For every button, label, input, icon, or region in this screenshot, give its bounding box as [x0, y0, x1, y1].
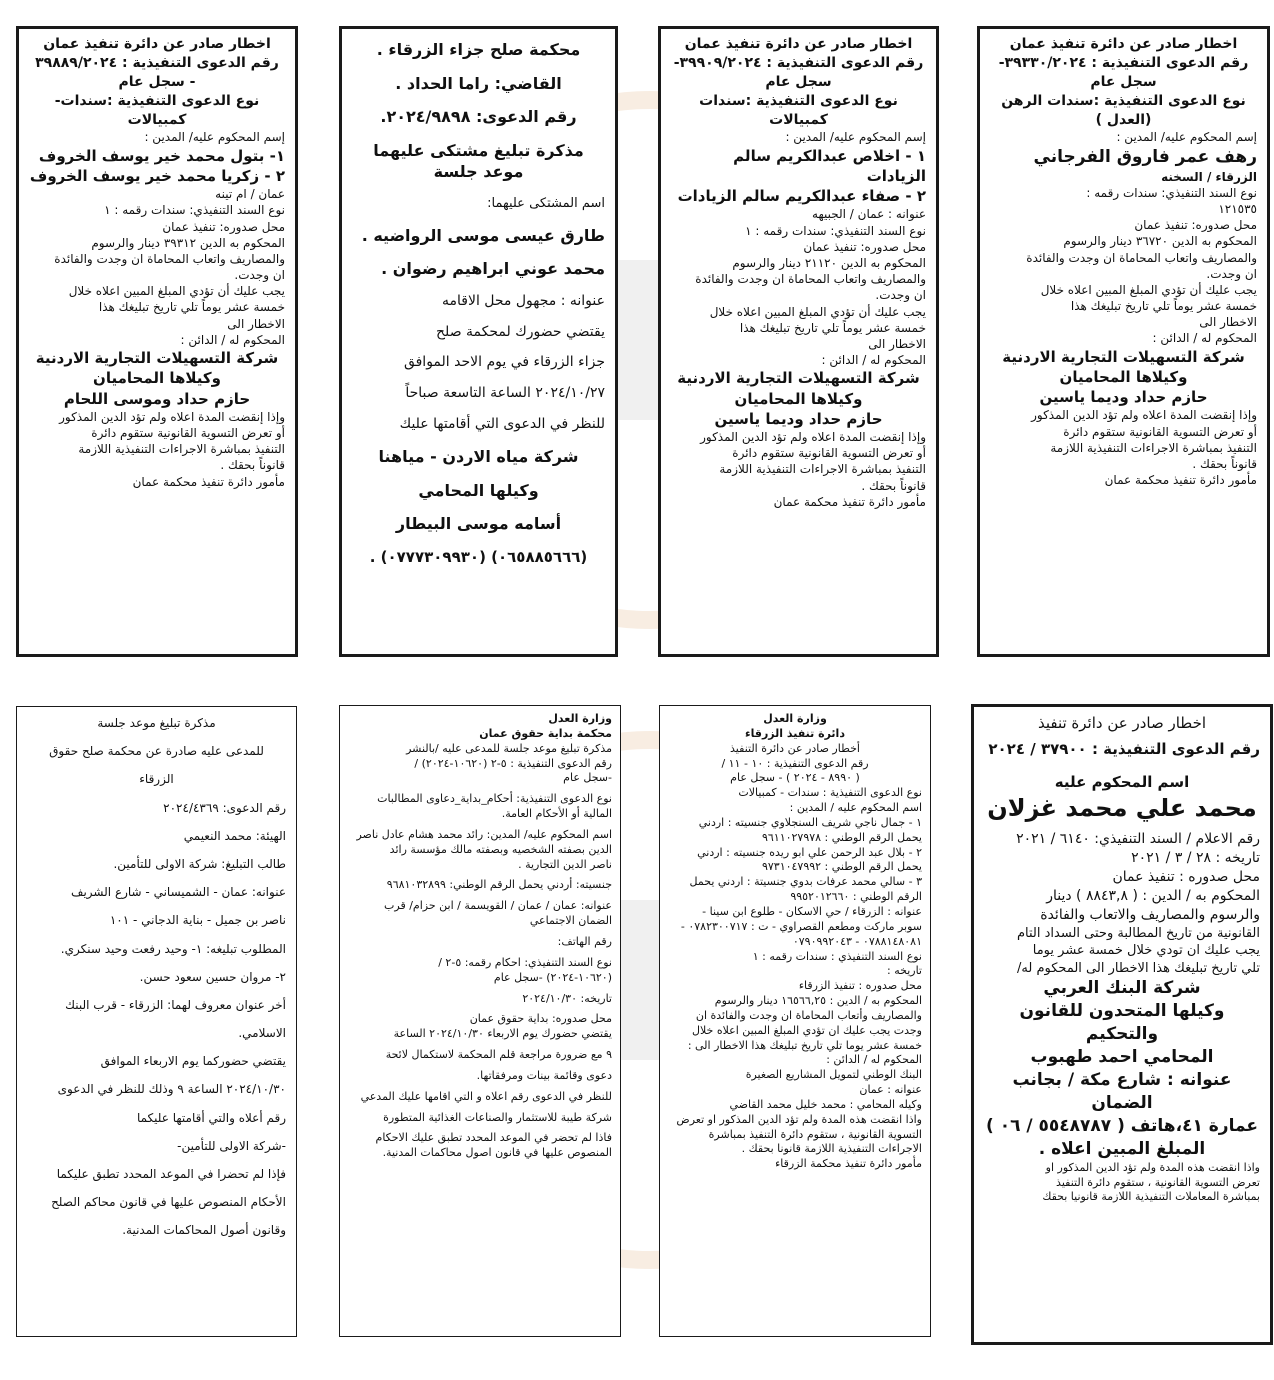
creditor-label: المحكوم له / الدائن :: [180, 332, 285, 347]
closing-text: وإذا إنقضت المدة اعلاه ولم تؤد الدين المذكور: [1031, 408, 1257, 423]
case-type: نوع الدعوى التنفيذية :سندات كمبيالات: [699, 92, 898, 128]
address: عنوانه : الزرقاء / حي الاسكان - طلوع ابن سينا -: [702, 904, 922, 918]
debt-amount: المحكوم به الدين ٢١١٢٠ دينار والرسوم: [732, 255, 926, 270]
notice-amman-39889: [16, 26, 298, 657]
closing-text: بمباشرة المعاملات التنفيذية اللازمة قانونيا بحقك: [1042, 1190, 1260, 1204]
closing-text: التنفيذ بمباشرة الاجراءات التنفيذية اللازمة: [719, 462, 926, 477]
case-number: رقم الدعوى التنفيذية : ٥-٢ (١٠٦٢٠-٢٠٢٤) /: [414, 756, 612, 770]
closing-text: التنفيذ بمباشرة الاجراءات التنفيذية اللازمة: [78, 442, 285, 457]
lawyer-name: وكيله المحامي : محمد خليل محمد القاضي: [729, 1097, 922, 1111]
creditor-name: البنك الوطني لتمويل المشاريع الصغيرة: [745, 1068, 922, 1082]
last-address-cont: الاسلامي.: [238, 1026, 286, 1041]
closing-text: واذا انقضت هذه المدة ولم تؤد الدين المذكور او: [1045, 1160, 1260, 1174]
creditor-name: شركة التسهيلات التجارية الاردنية: [35, 349, 279, 368]
debtor-name: محمد علي محمد غزلان: [987, 793, 1257, 822]
notice-amman-37900: [971, 704, 1273, 1345]
debtor-entry: الرقم الوطني : ٩٩٥٢٠١٢٦٦٠: [790, 890, 922, 904]
case-type: نوع الدعوى التنفيذية: أحكام_بداية_دعاوى المطالبات: [377, 792, 612, 806]
body-text: والمصاريف واتعاب المحاماة ان وجدت والفائدة: [1026, 250, 1257, 265]
issue-place: محل صدوره: تنفيذ عمان: [803, 239, 926, 254]
debtor-name: رهف عمر فاروق الفرجاني: [1033, 146, 1257, 167]
body-text: الاخطار الى: [1199, 315, 1257, 330]
debtor-address: عمان / ام تينه: [215, 187, 285, 202]
register-type: - سجل عام: [118, 73, 196, 90]
bond-number: (١٠٦٢٠-٢٠٢٤) -سجل عام: [493, 970, 612, 984]
body-text: للنظر في الدعوى التي أقامتها عليك: [399, 416, 605, 433]
notice-zarqa-criminal-court: [339, 26, 618, 657]
debt-amount: المحكوم به الدين ٣٩٣١٢ دينار والرسوم: [91, 235, 285, 250]
case-type-cont: المالية أو الأحكام العامة.: [501, 807, 612, 821]
debtor-label: إسم المحكوم عليه/ المدين :: [785, 130, 926, 145]
debtor-label: اسم المحكوم عليه / المدين :: [789, 801, 922, 815]
case-number: رقم الدعوى التنفيذية : ١٠ - ١١ /: [721, 756, 869, 770]
body-text: يجب عليك أن تؤدي المبلغ المبين اعلاه خلال: [68, 284, 285, 299]
bond-type: نوع السند التنفيذي: احكام رقمه: ٥-٢ /: [438, 955, 612, 969]
body-text: للنظر في الدعوى رقم اعلاه و التي اقامها عليك المدعي: [360, 1089, 612, 1103]
closing-text: وإذا إنقضت المدة اعلاه ولم تؤد الدين المذكور: [700, 430, 926, 445]
lawyers-names: حازم حداد وموسى اللحام: [63, 389, 251, 408]
closing-text: فإذا لم تحضرا في الموعد المحدد تطبق عليكما: [56, 1167, 286, 1181]
body-text: الاخطار الى: [868, 336, 926, 351]
closing-text: المنصوص عليها في قانون اصول محاكمات المدنية.: [382, 1146, 612, 1160]
closing-text: وقانون أصول المحاكمات المدنية.: [122, 1223, 286, 1238]
nationality: جنسيته: أردني يحمل الرقم الوطني: ٩٦٨١٠٣٢٨٩٩: [386, 878, 612, 892]
debtor-entry: ٢ - بلال عبد الرحمن علي ابو ريده جنسيته : اردني: [697, 845, 922, 859]
debtor-address: عنوانه : عمان / الجبيهه: [812, 207, 926, 222]
lawyer-name: المحامي احمد طهبوب: [1030, 1047, 1214, 1068]
body-text: والمصاريف وأتعاب المحاماة ان وجدت والفائدة ان: [695, 1008, 922, 1022]
panel-name: الهيئة: محمد النعيمي: [183, 828, 286, 843]
case-number: رقم الدعوى التنفيذية : ٣٩٣٣٠/٢٠٢٤-: [998, 54, 1249, 71]
lawyer-phone: عمارة ٤١،هاتف ( ٥٥٤٨٧٨٧ / ٠٦ ): [986, 1115, 1258, 1136]
body-text: القانونية من تاريخ المطالبة وحتى السداد التام: [1016, 925, 1260, 941]
court-name: محكمة بداية حقوق عمان: [479, 726, 612, 740]
body-text: خمسة عشر يوماً تلي تاريخ تبليغك هذا: [98, 300, 285, 315]
hearing-date: ٢٠٢٤/١٠/٢٧ الساعة التاسعة صباحاً: [405, 385, 605, 402]
notice-amman-39909: [658, 26, 939, 657]
creditor-name: شركة البنك العربي: [1043, 978, 1201, 999]
plaintiff-name: شركة مياه الاردن - مياهنا: [378, 447, 579, 467]
notice-title: اخطار صادر عن دائرة تنفيذ: [1037, 714, 1207, 732]
phone-numbers: (٠٦٥٨٨٥٦٦٦) (٠٧٧٧٣٠٩٩٣٠) .: [369, 547, 588, 566]
signature: مأمور دائرة تنفيذ محكمة عمان: [773, 494, 926, 509]
signature: مأمور دائرة تنفيذ محكمة الزرقاء: [775, 1157, 922, 1171]
debtor-name: ١- بتول محمد خير يوسف الخروف: [38, 146, 285, 165]
signature: مأمور دائرة تنفيذ محكمة عمان: [1104, 473, 1257, 488]
body-text: يجب عليك أن تؤدي المبلغ المبين اعلاه خلال: [1040, 282, 1257, 297]
defendant-name: المطلوب تبليغه: ١- وحيد رفعت وحيد سنكري.: [60, 941, 286, 956]
body-text: يجب عليك أن تؤدي المبلغ المبين اعلاه خلال: [709, 304, 926, 319]
closing-text: أو تعرض التسوية القانونية ستقوم دائرة: [91, 425, 285, 440]
issue-place: محل صدوره : تنفيذ الزرقاء: [798, 979, 922, 993]
court-name: محكمة صلح جزاء الزرقاء .: [376, 40, 581, 59]
body-text: يجب عليك ان تودي خلال خمسة عشر يوما: [1032, 943, 1260, 959]
debt-amount: المحكوم به / الدين : ١٦٥٦٦,٢٥ دينار والرسوم: [714, 994, 922, 1008]
bond-number: ١٢١٥٣٥: [1218, 201, 1257, 216]
notice-title: أخطار صادر عن دائرة التنفيذ: [730, 741, 860, 755]
closing-text: قانوناً بحقك .: [861, 478, 926, 493]
body-text: ان وجدت.: [1206, 266, 1257, 281]
closing-text: تعرض التسوية القانونية ، ستقوم دائرة التنفيذ: [1056, 1175, 1260, 1189]
body-text: والمصاريف واتعاب المحاماة ان وجدت والفائدة: [695, 272, 926, 287]
body-text: الاخطار الى: [227, 316, 285, 331]
summons-title-cont: للمدعى عليه صادرة عن محكمة صلح حقوق: [49, 744, 264, 759]
debtor-name: اسم المحكوم عليه/ المدين: رائد محمد هشام عادل ناصر: [356, 827, 612, 841]
bond-date: تاريخه: ٢٠٢٤/١٠/٣٠: [522, 991, 612, 1005]
defendant-name: طارق عيسى موسى الرواضيه .: [361, 225, 605, 245]
body-text: والرسوم والمصاريف والاتعاب والفائدة: [1040, 906, 1260, 923]
debt-amount: المحكوم به / الدين : ( ٨٨٤٣,٨ ) دينار: [1046, 887, 1260, 904]
creditor-name: شركة التسهيلات التجارية الاردنية: [677, 369, 920, 388]
register-type: سجل عام: [765, 73, 832, 90]
hearing-date: ٢٠٢٤/١٠/٣٠ الساعة ٩ وذلك للنظر في الدعوى: [57, 1082, 286, 1097]
address: عنوانه : مجهول محل الاقامه: [442, 292, 605, 309]
body-text: ان وجدت.: [234, 268, 285, 283]
debtor-name-cont: الدين بصفته الشخصيه وبصفته مالك مؤسسة رائد: [389, 842, 612, 856]
address-cont: ناصر بن جميل - بناية الدجاني - ١٠١: [109, 913, 286, 928]
debtor-label: إسم المحكوم عليه/ المدين :: [144, 130, 285, 145]
case-number: رقم الدعوى التنفيذية : ٣٧٩٠٠ / ٢٠٢٤: [988, 740, 1260, 759]
closing-text: واذا انقضت هذه المدة ولم تؤد الدين المذكور او تعرض: [676, 1112, 922, 1126]
summons-title: مذكرة تبليغ موعد جلسة للمدعى عليه /بالنشر: [406, 741, 612, 755]
notice-amman-first-instance: [339, 705, 621, 1337]
ministry-name: وزارة العدل: [548, 712, 612, 725]
signature: مأمور دائرة تنفيذ محكمة عمان: [132, 474, 285, 489]
case-type: نوع الدعوى التنفيذية : سندات - كمبيالات: [738, 786, 922, 800]
case-number-cont: ( ٨٩٩٠ - ٢٠٢٤ ) - سجل عام: [730, 771, 860, 785]
issue-place: محل صدوره: تنفيذ عمان: [162, 219, 285, 234]
debtor-name: ٢ - صفاء عبدالكريم سالم الزيادات: [677, 187, 926, 206]
body-text: خمسة عشر يوما تلي تاريخ تبليغك هذا الاخطار الى :: [687, 1038, 922, 1052]
body-text: ٩ مع ضرورة مراجعة قلم المحكمة لاستكمال لائحة: [385, 1048, 612, 1062]
register-type: -سجل عام: [563, 771, 612, 785]
lawyers-label: وكيلاها المحاميان: [1059, 367, 1188, 386]
case-type: نوع الدعوى التنفيذية :سندات الرهن: [1001, 92, 1246, 109]
creditor-address: عنوانه : عمان: [859, 1083, 922, 1097]
body-text: دعوى وقائمة بينات ومرفقاتها.: [476, 1068, 612, 1082]
body-text: خمسة عشر يوماً تلي تاريخ تبليغك هذا: [739, 320, 926, 335]
amount-note: المبلغ المبين اعلاه .: [1038, 1138, 1206, 1159]
address: سوبر ماركت ومطعم القصراوي - ت : ٠٧٨٢٣٠٠٧١٧ -: [680, 919, 922, 933]
address: عنوانه: عمان - الشميساني - شارع الشريف: [71, 885, 286, 900]
debtor-label: اسم المحكوم عليه: [1054, 772, 1190, 791]
summons-title: مذكرة تبليغ موعد جلسة: [97, 716, 216, 730]
notice-title: اخطار صادر عن دائرة تنفيذ عمان: [684, 36, 913, 52]
case-number: رقم الدعوى: ٢٠٢٤/٤٣٦٩: [163, 800, 286, 815]
body-text: رقم أعلاه والتي أقامتها عليكما: [136, 1110, 286, 1125]
issue-place: محل صدوره: بداية حقوق عمان: [469, 1012, 612, 1026]
bond-type: نوع السند التنفيذي: سندات رقمه :: [1086, 185, 1257, 200]
debtor-name: ١ - اخلاص عبدالكريم سالم الزيادات: [733, 146, 926, 185]
bond-date: تاريخه : ٢٨ / ٣ / ٢٠٢١: [1131, 850, 1260, 867]
bond-type: نوع السند التنفيذي : سندات رقمه : ١: [752, 949, 922, 963]
debtor-name-cont: ناصر الدين التجارية .: [518, 857, 612, 871]
defendants-label: اسم المشتكى عليهما:: [487, 195, 605, 211]
notice-zarqa-civil-court: [16, 706, 297, 1337]
notice-title: اخطار صادر عن دائرة تنفيذ عمان: [43, 36, 271, 52]
closing-text: فاذا لم تحضر في الموعد المحدد تطبق عليك الاحكام: [375, 1131, 612, 1145]
case-number: رقم الدعوى: ٢٠٢٤/٩٨٩٨.: [380, 107, 577, 127]
defendant-name: محمد عوني ابراهيم رضوان .: [381, 259, 605, 279]
lawyer-label: وكيلها المحامي: [418, 480, 539, 500]
creditor-name: شركة التسهيلات التجارية الاردنية: [1002, 347, 1245, 366]
debtor-address: الزرقاء / السخنه: [1161, 169, 1257, 184]
department-name: دائرة تنفيذ الزرقاء: [745, 726, 845, 740]
closing-text: أو تعرض التسوية القانونية ستقوم دائرة: [1063, 424, 1257, 439]
body-text: ان وجدت.: [875, 288, 926, 303]
creditor-label: المحكوم له / الدائن :: [1152, 331, 1257, 346]
requester: طالب التبليغ: شركة الاولى للتأمين.: [113, 856, 286, 871]
issue-place: محل صدوره: تنفيذ عمان: [1134, 218, 1257, 233]
bond-type: نوع السند التنفيذي: سندات رقمه : ١: [104, 203, 285, 218]
creditor-label: المحكوم له / الدائن :: [826, 1053, 922, 1067]
body-text: والمصاريف واتعاب المحاماة ان وجدت والفائدة: [54, 251, 285, 266]
bond-date: تاريخه :: [887, 964, 922, 978]
debtor-name: ٢ - زكريا محمد خير يوسف الخروف: [29, 166, 285, 185]
closing-text: وإذا إنقضت المدة اعلاه ولم تؤد الدين المذكور: [59, 409, 285, 424]
body-text: يقتضي حضورك لمحكمة صلح: [436, 323, 605, 340]
phone: رقم الهاتف:: [557, 934, 612, 948]
closing-text: قانوناً بحقك .: [220, 458, 285, 473]
address: عنوانه: عمان / عمان / القويسمة / ابن حزام/ قرب: [384, 899, 612, 913]
bond-number: رقم الاعلام / السند التنفيذي: ٦١٤٠ / ٢٠٢١: [1016, 831, 1260, 848]
body-text: خمسة عشر يوماً تلي تاريخ تبليغك هذا: [1070, 299, 1257, 314]
last-address: أخر عنوان معروف لهما: الزرقاء - قرب البنك: [65, 997, 286, 1012]
register-type: سجل عام: [1090, 73, 1157, 90]
debt-amount: المحكوم به الدين ٣٦٧٢٠ دينار والرسوم: [1063, 234, 1257, 249]
notice-amman-39330: [977, 26, 1270, 657]
bond-type: نوع السند التنفيذي: سندات رقمه : ١: [745, 223, 926, 238]
debtor-entry: ١ - جمال ناجي شريف السنجلاوي جنسيته : اردني: [698, 815, 922, 829]
defendant-name: ٢- مروان حسين سعود حسن.: [139, 969, 286, 984]
closing-text: التسوية القانونية ، ستقوم دائرة التنفيذ بمباشرة: [708, 1127, 922, 1141]
summons-title: مذكرة تبليغ مشتكى عليهما موعد جلسة: [373, 140, 584, 182]
lawyer-firm: وكيلها المتحدون للقانون والتحكيم: [1019, 1001, 1225, 1045]
lawyer-address: عنوانه : شارع مكة / بجانب الضمان: [1012, 1069, 1232, 1113]
notice-title: اخطار صادر عن دائرة تنفيذ عمان: [1009, 36, 1238, 52]
debtor-entry: يحمل الرقم الوطني : ٩٦١١٠٢٧٩٧٨: [761, 830, 922, 844]
closing-text: قانوناً بحقك .: [1192, 456, 1257, 471]
debtor-label: إسم المحكوم عليه/ المدين :: [1116, 130, 1257, 145]
hearing-date: يقتضي حضورك يوم الاربعاء ٢٠٢٤/١٠/٣٠ الساعة: [393, 1027, 612, 1041]
court-city: الزرقاء: [139, 772, 174, 787]
lawyers-names: حازم حداد وديما ياسين: [1039, 388, 1208, 407]
case-number: رقم الدعوى التنفيذية : ٣٩٩٠٩/٢٠٢٤-: [673, 54, 924, 71]
closing-text: أو تعرض التسوية القانونية ستقوم دائرة: [732, 446, 926, 461]
ministry-name: وزارة العدل: [763, 712, 827, 725]
debtor-entry: يحمل الرقم الوطني : ٩٧٣١٠٤٧٩٩٢: [761, 860, 922, 874]
issue-place: محل صدوره : تنفيذ عمان: [1112, 868, 1260, 885]
debtor-entry: ٣ - سالي محمد عرفات بدوي جنسيتة : اردني يحمل: [689, 875, 922, 889]
case-type-cont: (العدل ): [1095, 111, 1152, 128]
lawyers-label: وكيلاها المحاميان: [734, 389, 863, 408]
plaintiff-name: شركة طيبة للاستثمار والصناعات الغذائية المتطورة: [383, 1110, 612, 1124]
body-text: جزاء الزرقاء في يوم الاحد الموافق: [403, 354, 605, 371]
plaintiff-name: -شركة الاولى للتأمين-: [177, 1138, 286, 1153]
address-cont: الضمان الاجتماعي: [529, 914, 612, 928]
case-number: رقم الدعوى التنفيذية : ٣٩٨٨٩/٢٠٢٤: [35, 54, 279, 71]
notice-zarqa-execution: [659, 705, 931, 1337]
body-text: تلي تاريخ تبليغك هذا الاخطار الى المحكوم له/: [1017, 960, 1260, 976]
phones: ٠٧٨٨١٤٨٠٨١ - ٠٧٩٠٩٩٢٠٤٣: [792, 934, 922, 948]
hearing-text: يقتضي حضوركما يوم الاربعاء الموافق: [100, 1054, 286, 1069]
judge-name: القاضي: راما الحداد .: [395, 73, 562, 93]
lawyer-name: أسامه موسى البيطار: [395, 514, 562, 534]
body-text: وجدت يجب عليك ان تؤدي المبلغ المبين اعلاه خلال: [691, 1023, 922, 1037]
case-type: نوع الدعوى التنفيذية :سندات- كمبيالات: [54, 92, 260, 128]
creditor-label: المحكوم له / الدائن :: [821, 353, 926, 368]
closing-text: التنفيذ بمباشرة الاجراءات التنفيذية اللازمة: [1050, 440, 1257, 455]
closing-text: الأحكام المنصوص عليها في قانون محاكم الصلح: [51, 1195, 286, 1210]
closing-text: الاجراءات التنفيذية اللازمة قانونا بحقك .: [741, 1142, 922, 1156]
lawyers-names: حازم حداد وديما ياسين: [714, 409, 883, 428]
lawyers-label: وكيلاها المحاميان: [93, 369, 221, 388]
